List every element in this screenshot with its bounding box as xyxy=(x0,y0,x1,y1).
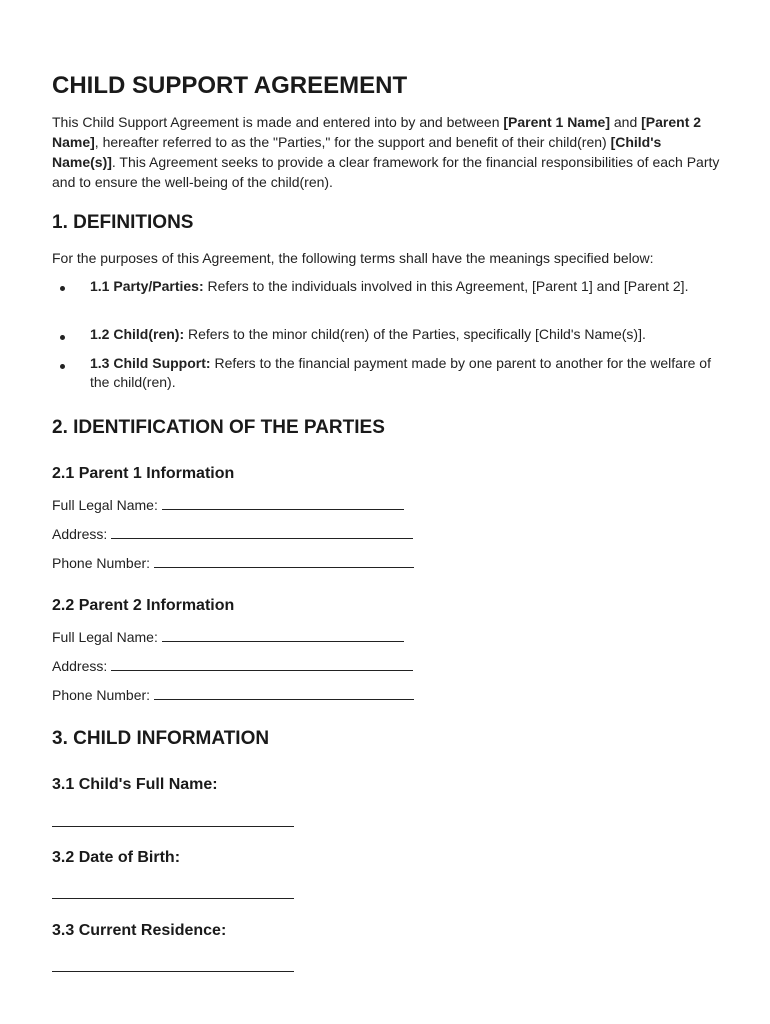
address-blank-line[interactable] xyxy=(111,524,413,539)
child-dob-blank-line[interactable] xyxy=(52,884,294,899)
field-label: Full Legal Name: xyxy=(52,629,162,645)
definition-term: 1.3 Child Support: xyxy=(90,355,211,371)
intro-text: , hereafter referred to as the "Parties," for the support and benefit of their child(ren) xyxy=(94,134,611,150)
child-placeholder: [Child's Name(s)] xyxy=(52,134,662,170)
child-dob-heading: 3.2 Date of Birth: xyxy=(52,849,181,866)
intro-text: and xyxy=(609,114,642,130)
field-label: Phone Number: xyxy=(52,687,154,703)
intro-text: . This Agreement seeks to provide a clear framework for the financial responsibilities of each Party and to ensure the well-being of the child(ren). xyxy=(52,154,720,190)
intro-text: This Child Support Agreement is made and entered into by and between xyxy=(52,114,504,130)
child-residence-blank-line[interactable] xyxy=(52,957,294,972)
parent2-heading: 2.2 Parent 2 Information xyxy=(52,597,235,614)
field-label: Phone Number: xyxy=(52,555,154,571)
definition-term: 1.1 Party/Parties: xyxy=(90,278,204,294)
parent1-heading: 2.1 Parent 1 Information xyxy=(52,465,235,482)
child-info-heading: 3. CHILD INFORMATION xyxy=(52,728,270,749)
definition-item xyxy=(90,277,720,296)
parent2-name-field xyxy=(52,627,404,647)
parent2-address-field xyxy=(52,656,413,676)
parent1-address-field xyxy=(52,524,413,544)
definitions-heading: 1. DEFINITIONS xyxy=(52,212,194,233)
field-label: Full Legal Name: xyxy=(52,497,162,513)
parties-heading: 2. IDENTIFICATION OF THE PARTIES xyxy=(52,417,385,438)
definitions-lead: For the purposes of this Agreement, the following terms shall have the meanings specified below: xyxy=(52,250,654,266)
definition-text: Refers to the financial payment made by one parent to another for the welfare of the child(ren). xyxy=(90,355,711,390)
parent2-placeholder: [Parent 2 Name] xyxy=(52,114,702,150)
field-label: Address: xyxy=(52,526,112,542)
phone-blank-line[interactable] xyxy=(154,553,414,568)
bullet-icon xyxy=(60,286,65,291)
parent1-placeholder: [Parent 1 Name] xyxy=(503,114,610,130)
parent1-phone-field xyxy=(52,553,414,573)
definition-item xyxy=(90,325,720,344)
child-name-heading: 3.1 Child's Full Name: xyxy=(52,776,218,793)
child-name-blank-line[interactable] xyxy=(52,812,294,827)
definition-text: Refers to the individuals involved in this Agreement, [Parent 1] and [Parent 2]. xyxy=(203,278,689,294)
bullet-icon xyxy=(60,364,65,369)
bullet-icon xyxy=(60,335,65,340)
parent1-name-field xyxy=(52,495,404,515)
phone-blank-line[interactable] xyxy=(154,685,414,700)
field-label: Address: xyxy=(52,658,112,674)
name-blank-line[interactable] xyxy=(162,627,404,642)
definition-text: Refers to the minor child(ren) of the Parties, specifically [Child's Name(s)]. xyxy=(184,326,646,342)
child-residence-heading: 3.3 Current Residence: xyxy=(52,922,227,939)
intro-paragraph xyxy=(52,112,722,192)
name-blank-line[interactable] xyxy=(162,495,404,510)
definition-term: 1.2 Child(ren): xyxy=(90,326,185,342)
parent2-phone-field xyxy=(52,685,414,705)
document-title: CHILD SUPPORT AGREEMENT xyxy=(52,72,408,99)
definition-item xyxy=(90,354,720,392)
address-blank-line[interactable] xyxy=(111,656,413,671)
